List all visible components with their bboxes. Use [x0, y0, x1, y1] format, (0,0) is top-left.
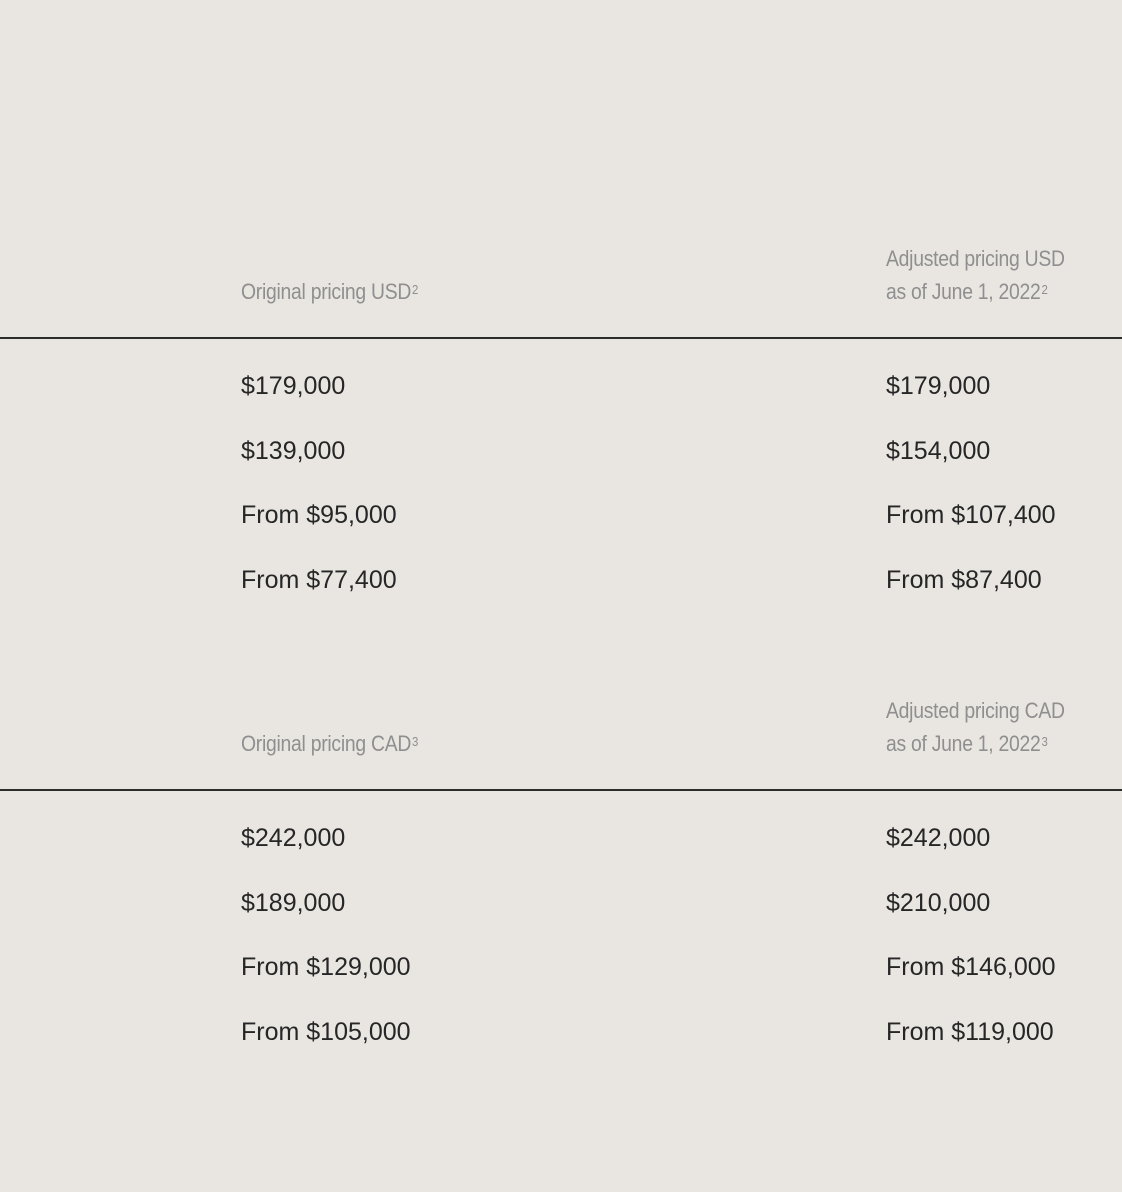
footnote-marker: 2	[411, 282, 419, 297]
cad-table-header	[0, 692, 1122, 790]
cad-pricing-table	[0, 692, 1122, 1078]
table-row	[0, 433, 1122, 498]
table-row	[0, 368, 1122, 433]
cad-adjusted-header	[886, 694, 1065, 760]
table-row	[0, 949, 1122, 1014]
usd-adjusted-header-line1: Adjusted pricing USD	[886, 246, 1065, 271]
footnote-marker: 3	[1041, 734, 1048, 749]
original-price: From $129,000	[241, 953, 411, 982]
usd-pricing-table	[0, 240, 1122, 626]
original-price: From $95,000	[241, 501, 397, 530]
cad-original-header	[241, 727, 418, 760]
original-price: From $105,000	[241, 1017, 411, 1046]
adjusted-price: $210,000	[886, 888, 991, 917]
original-price: $139,000	[241, 436, 346, 465]
usd-original-header-text: Original pricing USD	[241, 279, 412, 304]
adjusted-price: $242,000	[886, 824, 991, 852]
footnote-marker: 3	[411, 734, 419, 749]
original-price: From $77,400	[241, 565, 397, 594]
table-row	[0, 1014, 1122, 1079]
adjusted-price: From $107,400	[886, 501, 1056, 530]
table-row	[0, 820, 1122, 885]
usd-original-header	[241, 275, 418, 308]
cad-original-header-text: Original pricing CAD	[241, 731, 412, 756]
adjusted-price: From $119,000	[886, 1017, 1054, 1046]
original-price: $179,000	[241, 372, 346, 400]
usd-table-body	[0, 338, 1122, 626]
original-price: $242,000	[241, 824, 346, 852]
adjusted-price: $154,000	[886, 436, 991, 465]
table-row	[0, 562, 1122, 627]
adjusted-price: $179,000	[886, 372, 991, 400]
adjusted-price: From $87,400	[886, 565, 1042, 594]
table-row	[0, 497, 1122, 562]
original-price: $189,000	[241, 888, 346, 917]
cad-adjusted-header-line2: as of June 1, 2022	[886, 731, 1041, 756]
cad-adjusted-header-line1: Adjusted pricing CAD	[886, 698, 1065, 723]
adjusted-price: From $146,000	[886, 953, 1056, 982]
usd-adjusted-header	[886, 242, 1065, 308]
usd-table-header	[0, 240, 1122, 338]
table-row	[0, 885, 1122, 950]
cad-table-body	[0, 790, 1122, 1078]
footnote-marker: 2	[1041, 282, 1048, 297]
usd-adjusted-header-line2: as of June 1, 2022	[886, 279, 1041, 304]
